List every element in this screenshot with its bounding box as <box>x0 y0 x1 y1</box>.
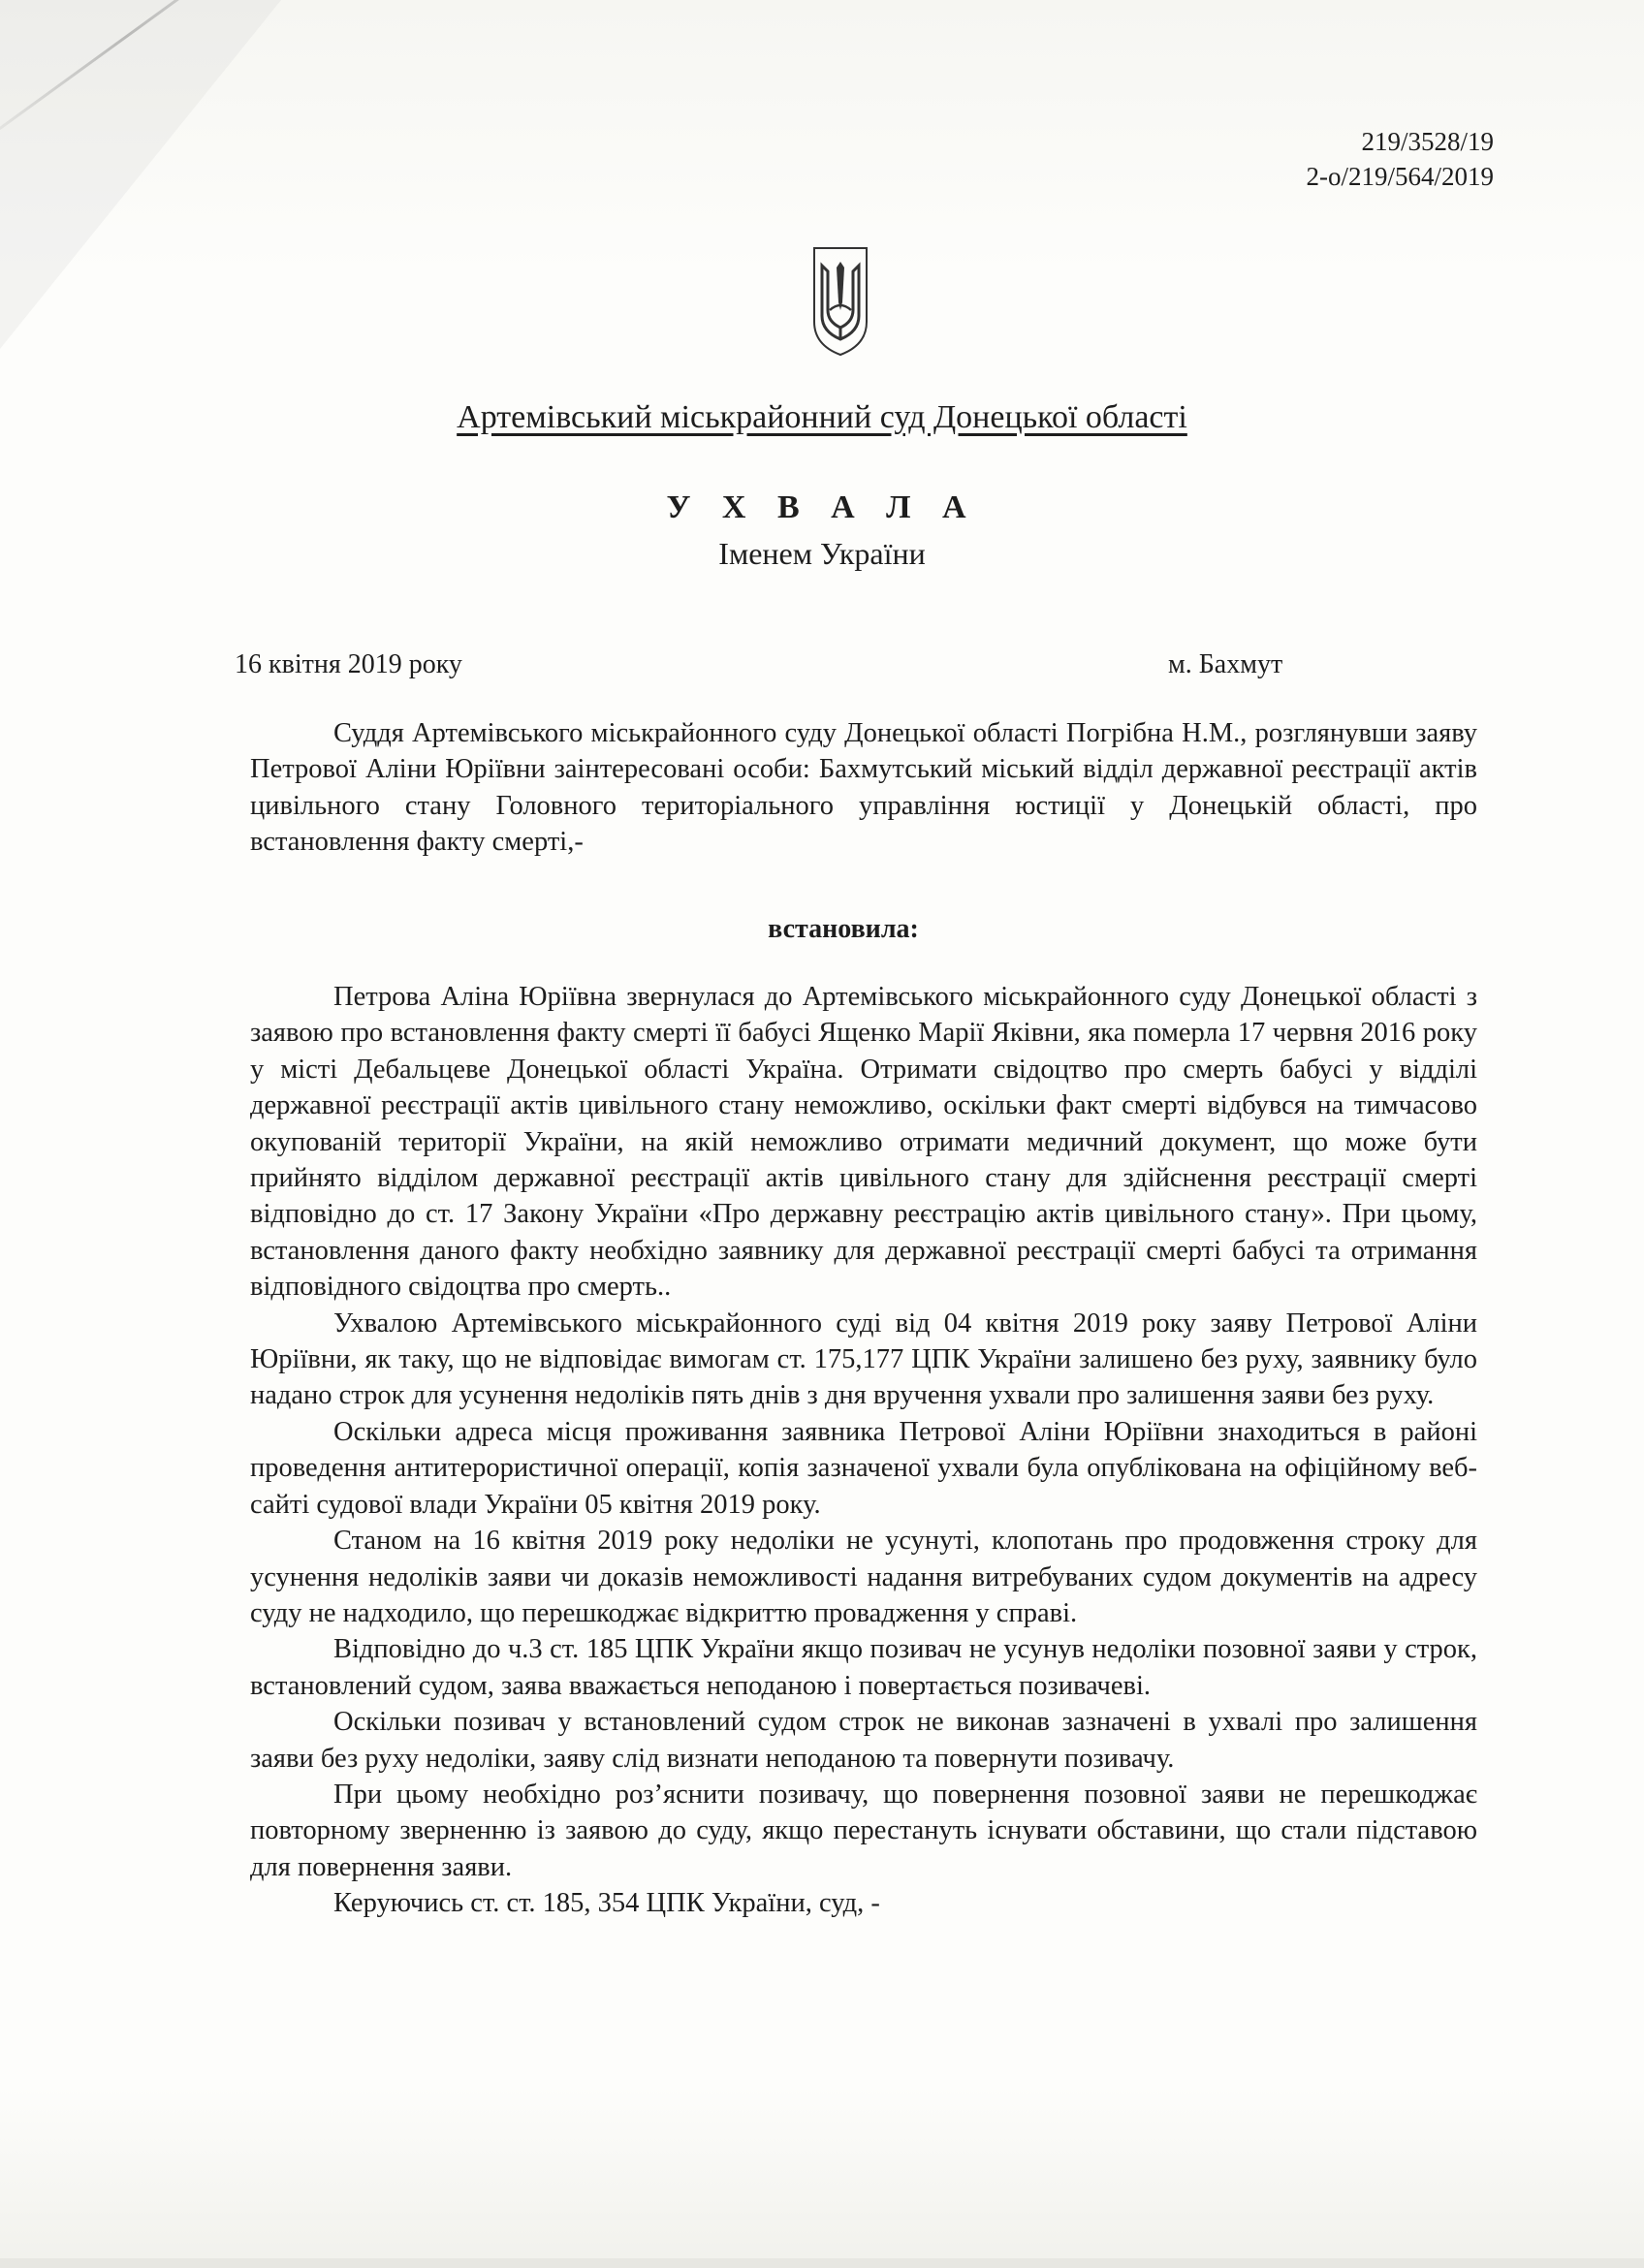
case-number-secondary: 2-о/219/564/2019 <box>1306 162 1494 191</box>
case-numbers <box>1307 124 1495 194</box>
court-name: Артемівський міськрайонний суд Донецької області <box>457 399 1187 435</box>
case-number-primary: 219/3528/19 <box>1361 127 1494 156</box>
document-title: У Х В А Л А <box>666 489 978 525</box>
body-paragraph-6: Оскільки позивач у встановлений судом строк не виконав зазначені в ухвалі про залишення заяви без руху недоліки, заяву слід визнати неподаною та повернути позивачу. <box>250 1707 1477 1774</box>
document-city: м. Бахмут <box>1168 649 1283 679</box>
intro-paragraph: Суддя Артемівського міськрайонного суду Донецької області Погрібна Н.М., розглянувши заяву Петрової Аліни Юріївни заінтересовані особи: Бахмутський міський відділ державної реєстрації актів цивільного стану Головного територіального управління юстиції у Донецькій області, про встановлення факту смерті,- <box>250 718 1477 858</box>
body-paragraph-2: Ухвалою Артемівського міськрайонного суді від 04 квітня 2019 року заяву Петрової Аліни Юріївни, як таку, що не відповідає вимогам ст. 175,177 ЦПК України залишено без руху, заявнику було надано строк для усунення недоліків пять днів з дня вручення ухвали про залишення заяви без руху. <box>250 1307 1477 1411</box>
body-paragraph-1: Петрова Аліна Юріївна звернулася до Артемівського міськрайонного суду Донецької області з заявою про встановлення факту смерті її бабусі Ященко Марії Яківни, яка померла 17 червня 2016 року у місті Дебальцеве Донецької області Україна. Отримати свідоцтво про смерть бабусі у відділі державної реєстрації актів цивільного стану неможливо, оскільки факт смерті відбувся на тимчасово окупованій території України, на якій неможливо отримати медичний документ, що може бути прийнято відділом державної реєстрації актів цивільного стану для здійснення реєстрації смерті відповідно до ст. 17 Закону України «Про державну реєстрацію актів цивільного стану». При цьому, встановлення даного факту необхідно заявнику для державної реєстрації смерті бабусі та отримання відповідного свідоцтва про смерть.. <box>250 982 1477 1303</box>
body-paragraph-5: Відповідно до ч.3 ст. 185 ЦПК України якщо позивач не усунув недоліки позовної заяви у строк, встановлений судом, заява вважається неподаною і повертається позивачеві. <box>250 1634 1477 1701</box>
document-date: 16 квітня 2019 року <box>235 649 462 679</box>
scan-edge <box>0 2258 1644 2268</box>
body-paragraph-4: Станом на 16 квітня 2019 року недоліки не усунуті, клопотань про продовження строку для усунення недоліків заяви чи доказів неможливості надання витребуваних судом документів на адресу суду не надходило, що перешкоджає відкриттю провадження у справі. <box>250 1526 1477 1628</box>
intro-section <box>250 715 1477 861</box>
ukraine-trident-icon <box>810 242 870 359</box>
body-paragraph-7: При цьому необхідно роз’яснити позивачу, що повернення позовної заяви не перешкоджає повторному зверненню із заявою до суду, якщо перестануть існувати обставини, що стали підставою для повернення заяви. <box>250 1779 1477 1882</box>
body-paragraph-3: Оскільки адреса місця проживання заявника Петрової Аліни Юріївни знаходиться в районі проведення антитерористичної операції, копія зазначеної ухвали була опублікована на офіційному веб-сайті судової влади України 05 квітня 2019 року. <box>250 1416 1477 1520</box>
document-subtitle: Іменем України <box>718 536 926 571</box>
folded-corner-shadow <box>0 0 281 349</box>
body-paragraph-8: Керуючись ст. ст. 185, 354 ЦПК України, суд, - <box>333 1888 880 1919</box>
main-body <box>250 979 1477 1922</box>
section-heading: встановила: <box>768 914 919 944</box>
